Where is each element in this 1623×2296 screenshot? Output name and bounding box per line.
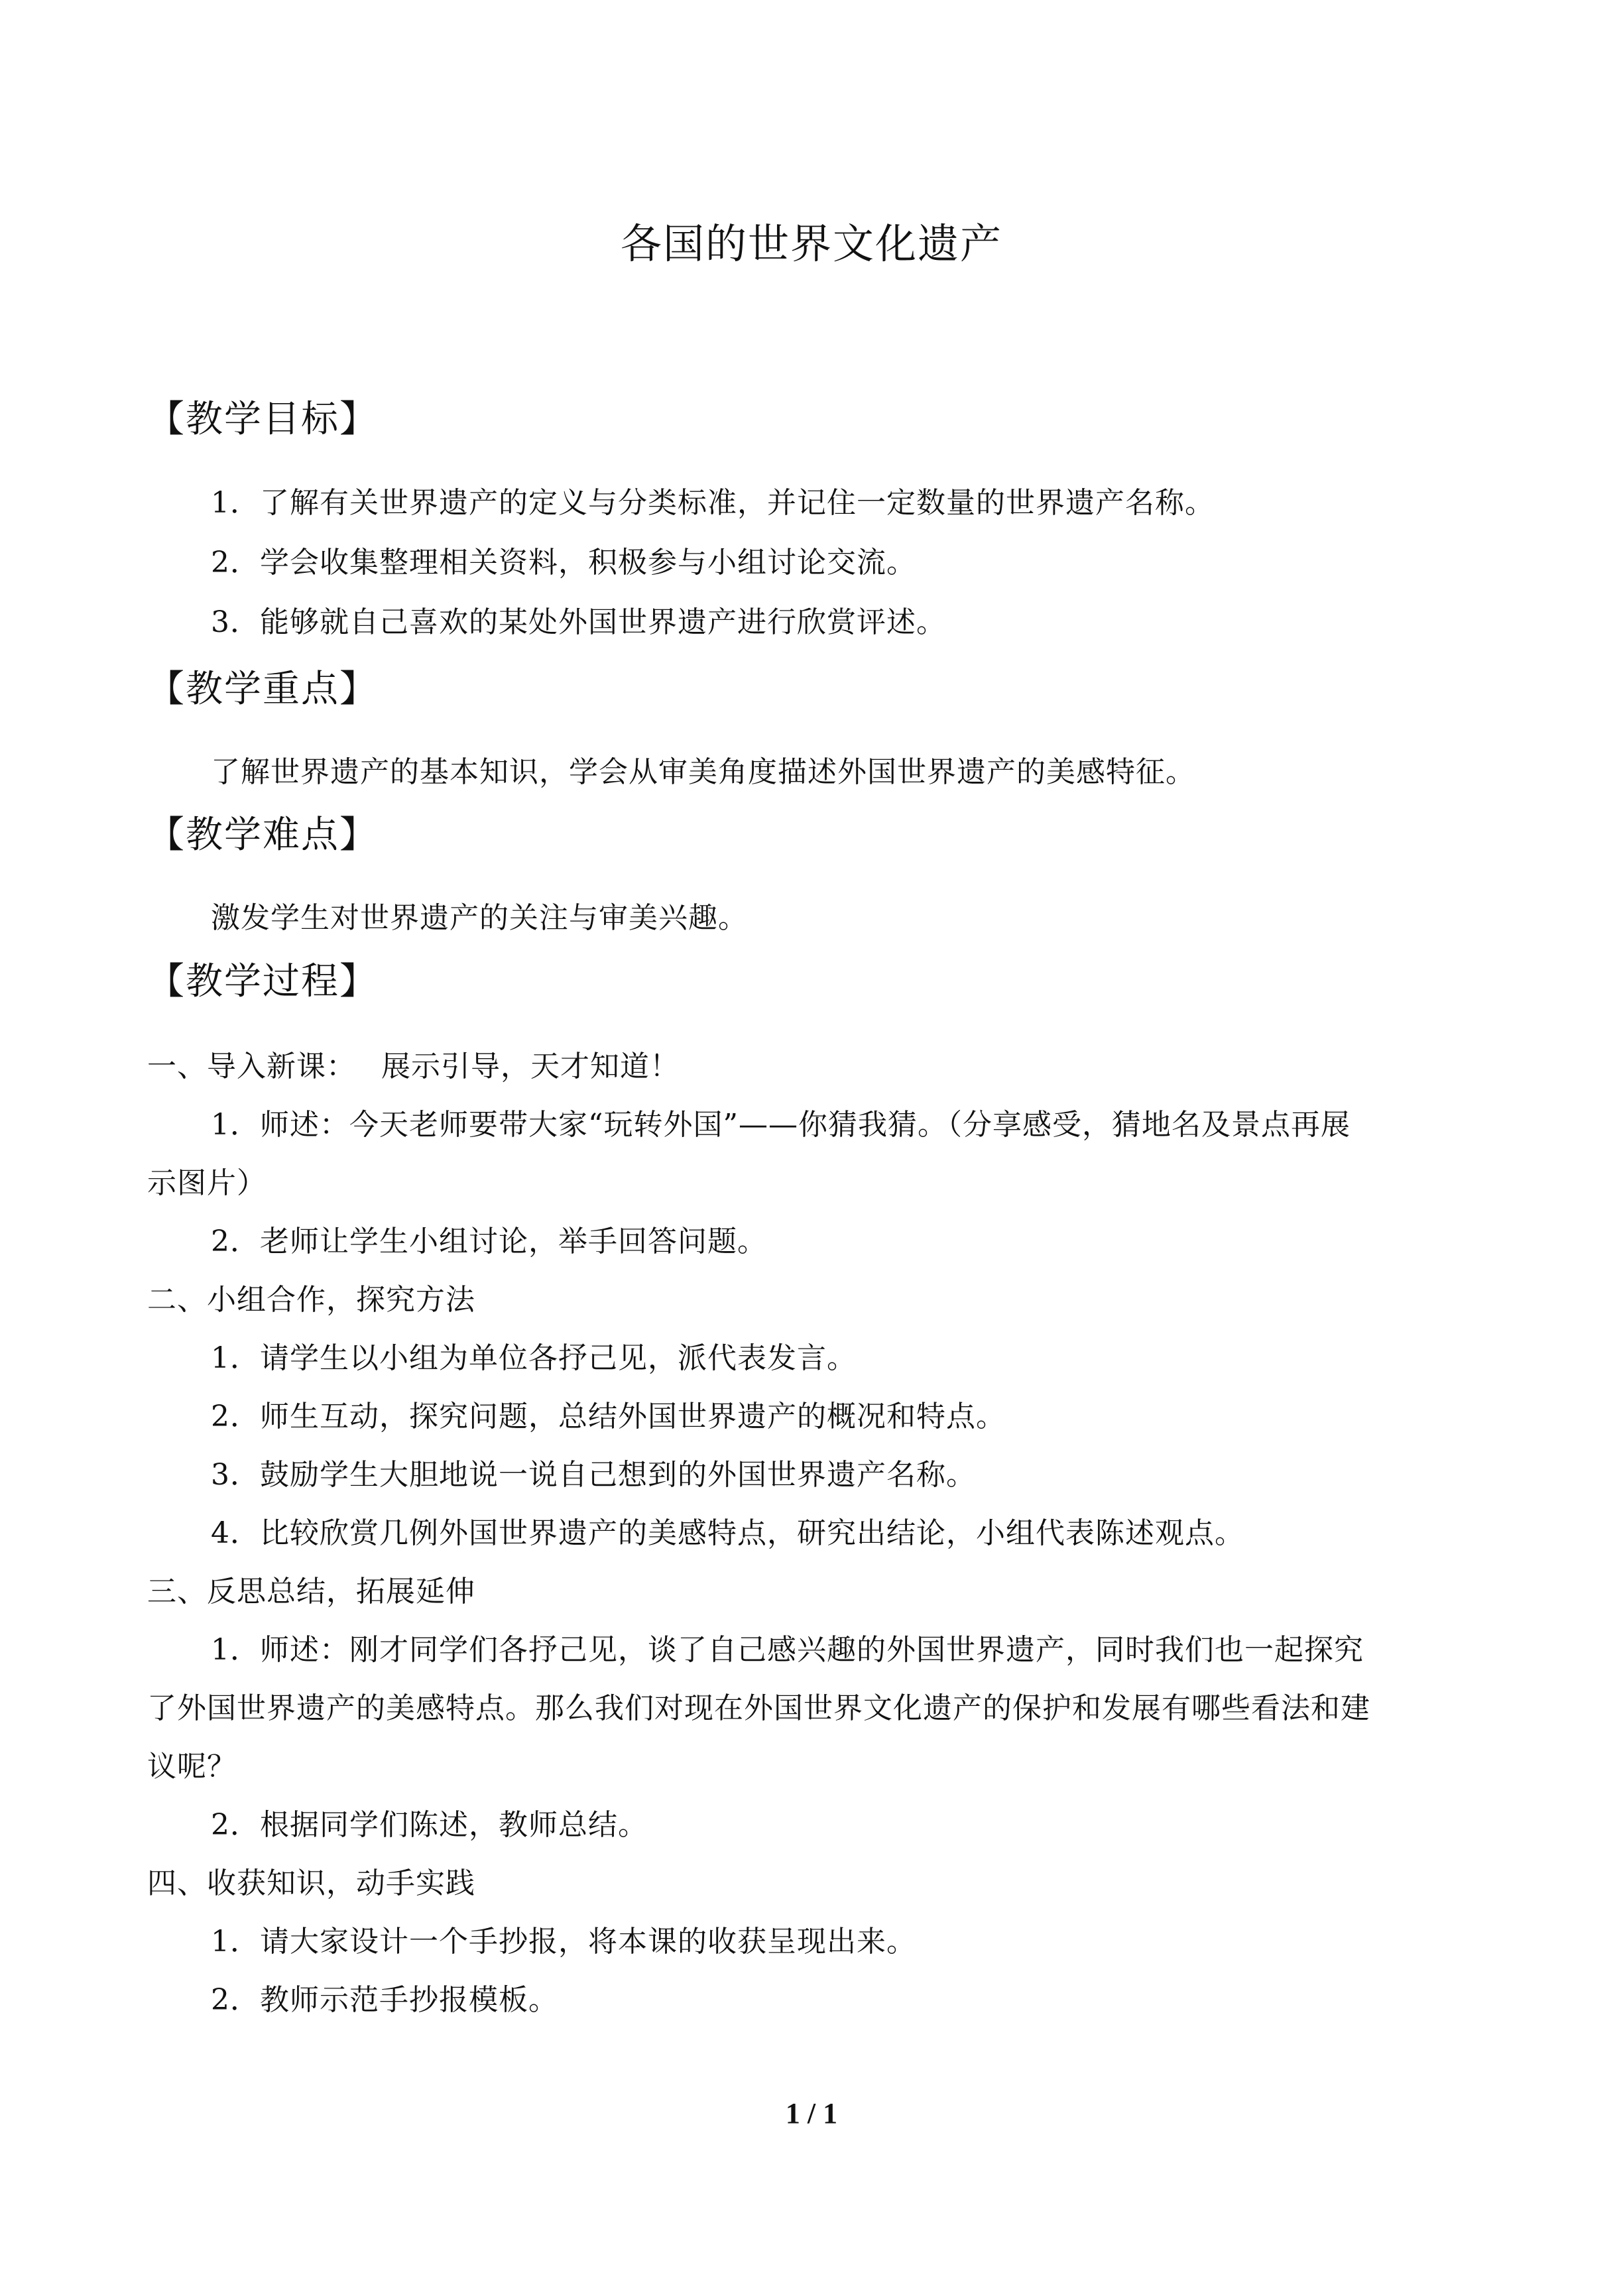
difficulty-text: 激发学生对世界遗产的关注与审美兴趣。 xyxy=(211,901,748,935)
heading-objectives: 【教学目标】 xyxy=(147,398,378,441)
process-item: 2．老师让学生小组讨论，举手回答问题。 xyxy=(211,1225,767,1258)
process-item-continued: 议呢？ xyxy=(147,1750,237,1783)
process-item-continued: 了外国世界遗产的美感特点。那么我们对现在外国世界文化遗产的保护和发展有哪些看法和建 xyxy=(147,1691,1370,1725)
process-section-title: 四、收获知识，动手实践 xyxy=(147,1866,475,1900)
page-number: 1 / 1 xyxy=(785,2097,838,2130)
process-item: 1．师述：今天老师要带大家“玩转外国”——你猜我猜。（分享感受，猜地名及景点再展 xyxy=(211,1108,1351,1142)
process-item: 2．教师示范手抄报模板。 xyxy=(211,1983,558,2017)
process-item: 3．鼓励学生大胆地说一说自己想到的外国世界遗产名称。 xyxy=(211,1458,976,1492)
objective-item: 2．学会收集整理相关资料，积极参与小组讨论交流。 xyxy=(211,546,916,579)
process-section-title: 三、反思总结，拓展延伸 xyxy=(147,1575,475,1608)
process-item: 1．师述：刚才同学们各抒己见，谈了自己感兴趣的外国世界遗产，同时我们也一起探究 xyxy=(211,1633,1364,1667)
process-section-title: 二、小组合作，探究方法 xyxy=(147,1283,475,1317)
process-item: 2．师生互动，探究问题，总结外国世界遗产的概况和特点。 xyxy=(211,1400,1006,1433)
process-item: 1．请学生以小组为单位各抒己见，派代表发言。 xyxy=(211,1341,857,1375)
heading-process: 【教学过程】 xyxy=(147,960,378,1003)
objective-item: 3．能够就自己喜欢的某处外国世界遗产进行欣赏评述。 xyxy=(211,605,946,639)
key-point-text: 了解世界遗产的基本知识，学会从审美角度描述外国世界遗产的美感特征。 xyxy=(211,755,1195,789)
process-item-continued: 示图片） xyxy=(147,1166,267,1200)
page-title: 各国的世界文化遗产 xyxy=(620,219,1002,268)
heading-key-points: 【教学重点】 xyxy=(147,668,378,711)
objective-item: 1．了解有关世界遗产的定义与分类标准，并记住一定数量的世界遗产名称。 xyxy=(211,486,1215,520)
process-item: 1．请大家设计一个手抄报，将本课的收获呈现出来。 xyxy=(211,1925,916,1959)
process-item: 2．根据同学们陈述，教师总结。 xyxy=(211,1808,648,1842)
heading-difficulties: 【教学难点】 xyxy=(147,814,378,857)
process-section-title: 一、导入新课： 展示引导，天才知道！ xyxy=(147,1050,680,1083)
process-item: 4．比较欣赏几例外国世界遗产的美感特点，研究出结论，小组代表陈述观点。 xyxy=(211,1516,1244,1550)
